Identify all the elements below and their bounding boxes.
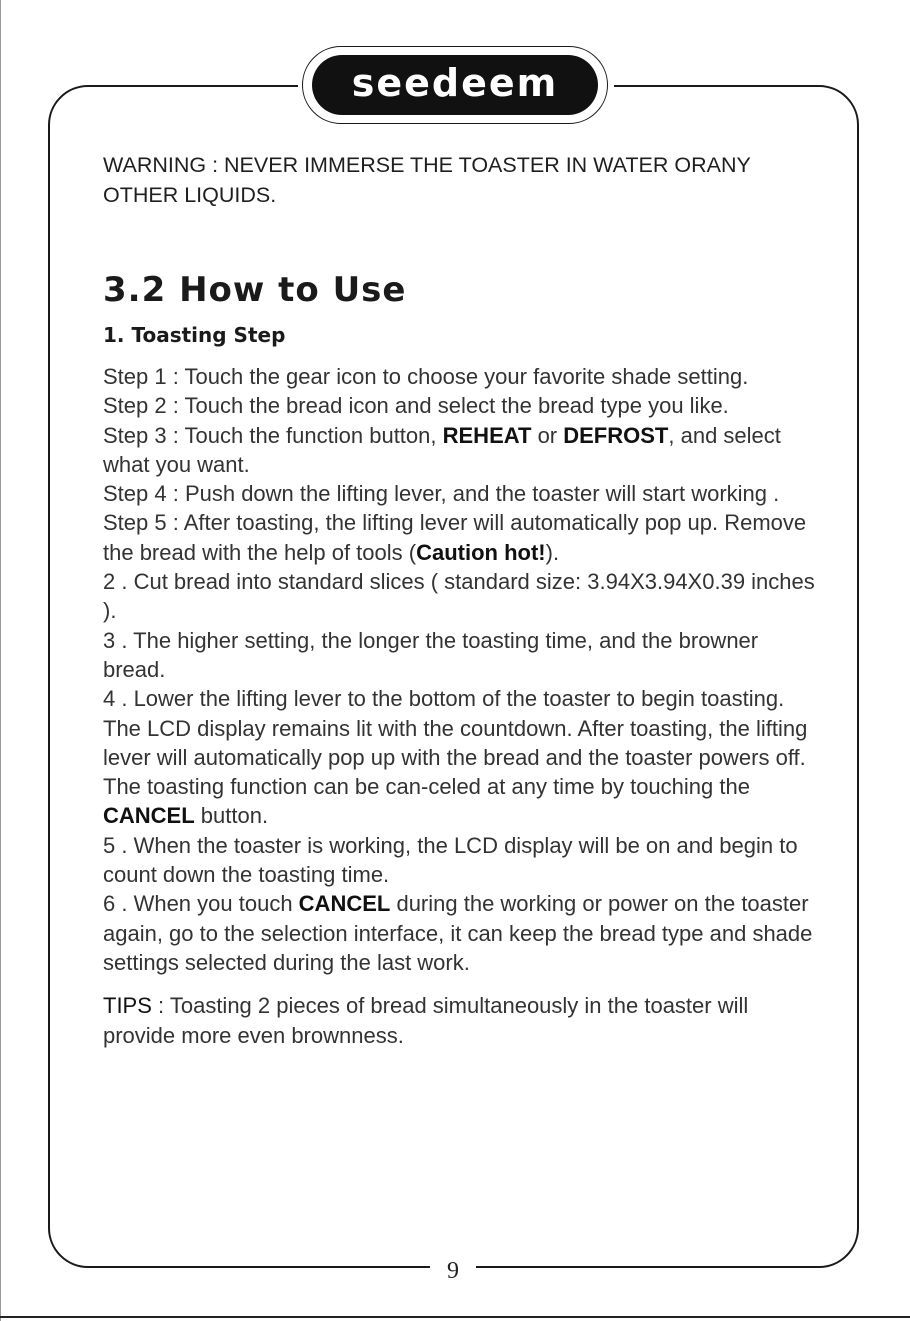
step-3-text-a: Step 3 : Touch the function button, — [103, 422, 443, 448]
step-4: Step 4 : Push down the lifting lever, and the toaster will start working . — [103, 481, 780, 507]
note-6 — [103, 889, 823, 977]
step-5-text-a: Step 5 : After toasting, the lifting lever will automatically pop up. Remove the bread with the help of tools ( — [103, 510, 807, 565]
cancel-label: CANCEL — [298, 891, 391, 917]
step-1: Step 1 : Touch the gear icon to choose your favorite shade setting. — [103, 364, 749, 389]
brand-logo-text: seedeem — [351, 61, 559, 105]
note-2: 2 . Cut bread into standard slices ( standard size: 3.94X3.94X0.39 inches ). — [103, 569, 815, 624]
defrost-label: DEFROST — [563, 422, 669, 448]
step-3-text-b: or — [531, 422, 564, 448]
step-2: Step 2 : Touch the bread icon and select the bread type you like. — [103, 393, 729, 419]
note-6-text-b: during the working or power on the toaster again, go to the selection interface, it can keep the bread type and shade settings selected during the last work. — [103, 891, 813, 975]
note-4-text-a: 4 . Lower the lifting lever to the bottom of the toaster to begin toasting. The LCD display remains lit with the countdown. After toasting, the lifting lever will automatically pop up with the bread and the toaster powers off. The toasting function can be can-celed at any time by touching the — [103, 686, 808, 800]
step-3-text-c: , and select what you want. — [103, 422, 781, 477]
note-6-text-a: 6 . When you touch — [103, 891, 299, 917]
tips-paragraph — [103, 991, 823, 1050]
note-4-text-b: button. — [194, 803, 269, 829]
page-edge — [0, 0, 1, 1321]
page-number: 9 — [447, 1258, 459, 1284]
caution-label: Caution hot! — [416, 539, 546, 565]
manual-content — [103, 150, 823, 1072]
section-subtitle: 1. Toasting Step — [103, 323, 286, 347]
section-title: 3.2 How to Use — [103, 270, 407, 310]
step-5 — [103, 508, 823, 567]
bottom-divider — [0, 1316, 910, 1318]
note-4 — [103, 684, 823, 830]
tips-text: : Toasting 2 pieces of bread simultaneously in the toaster will provide more even brownness. — [103, 993, 749, 1048]
reheat-label: REHEAT — [442, 422, 532, 448]
tips-label: TIPS — [103, 993, 152, 1019]
step-5-text-b: ). — [545, 539, 560, 565]
warning-text: WARNING : NEVER IMMERSE THE TOASTER IN WATER ORANY OTHER LIQUIDS. — [103, 153, 751, 207]
note-5: 5 . When the toaster is working, the LCD display will be on and begin to count down the toasting time. — [103, 832, 798, 888]
cancel-label: CANCEL — [103, 803, 195, 829]
step-3 — [103, 421, 823, 480]
note-3: 3 . The higher setting, the longer the toasting time, and the browner bread. — [103, 627, 759, 682]
instructions-body — [103, 362, 823, 977]
brand-logo — [312, 55, 598, 115]
